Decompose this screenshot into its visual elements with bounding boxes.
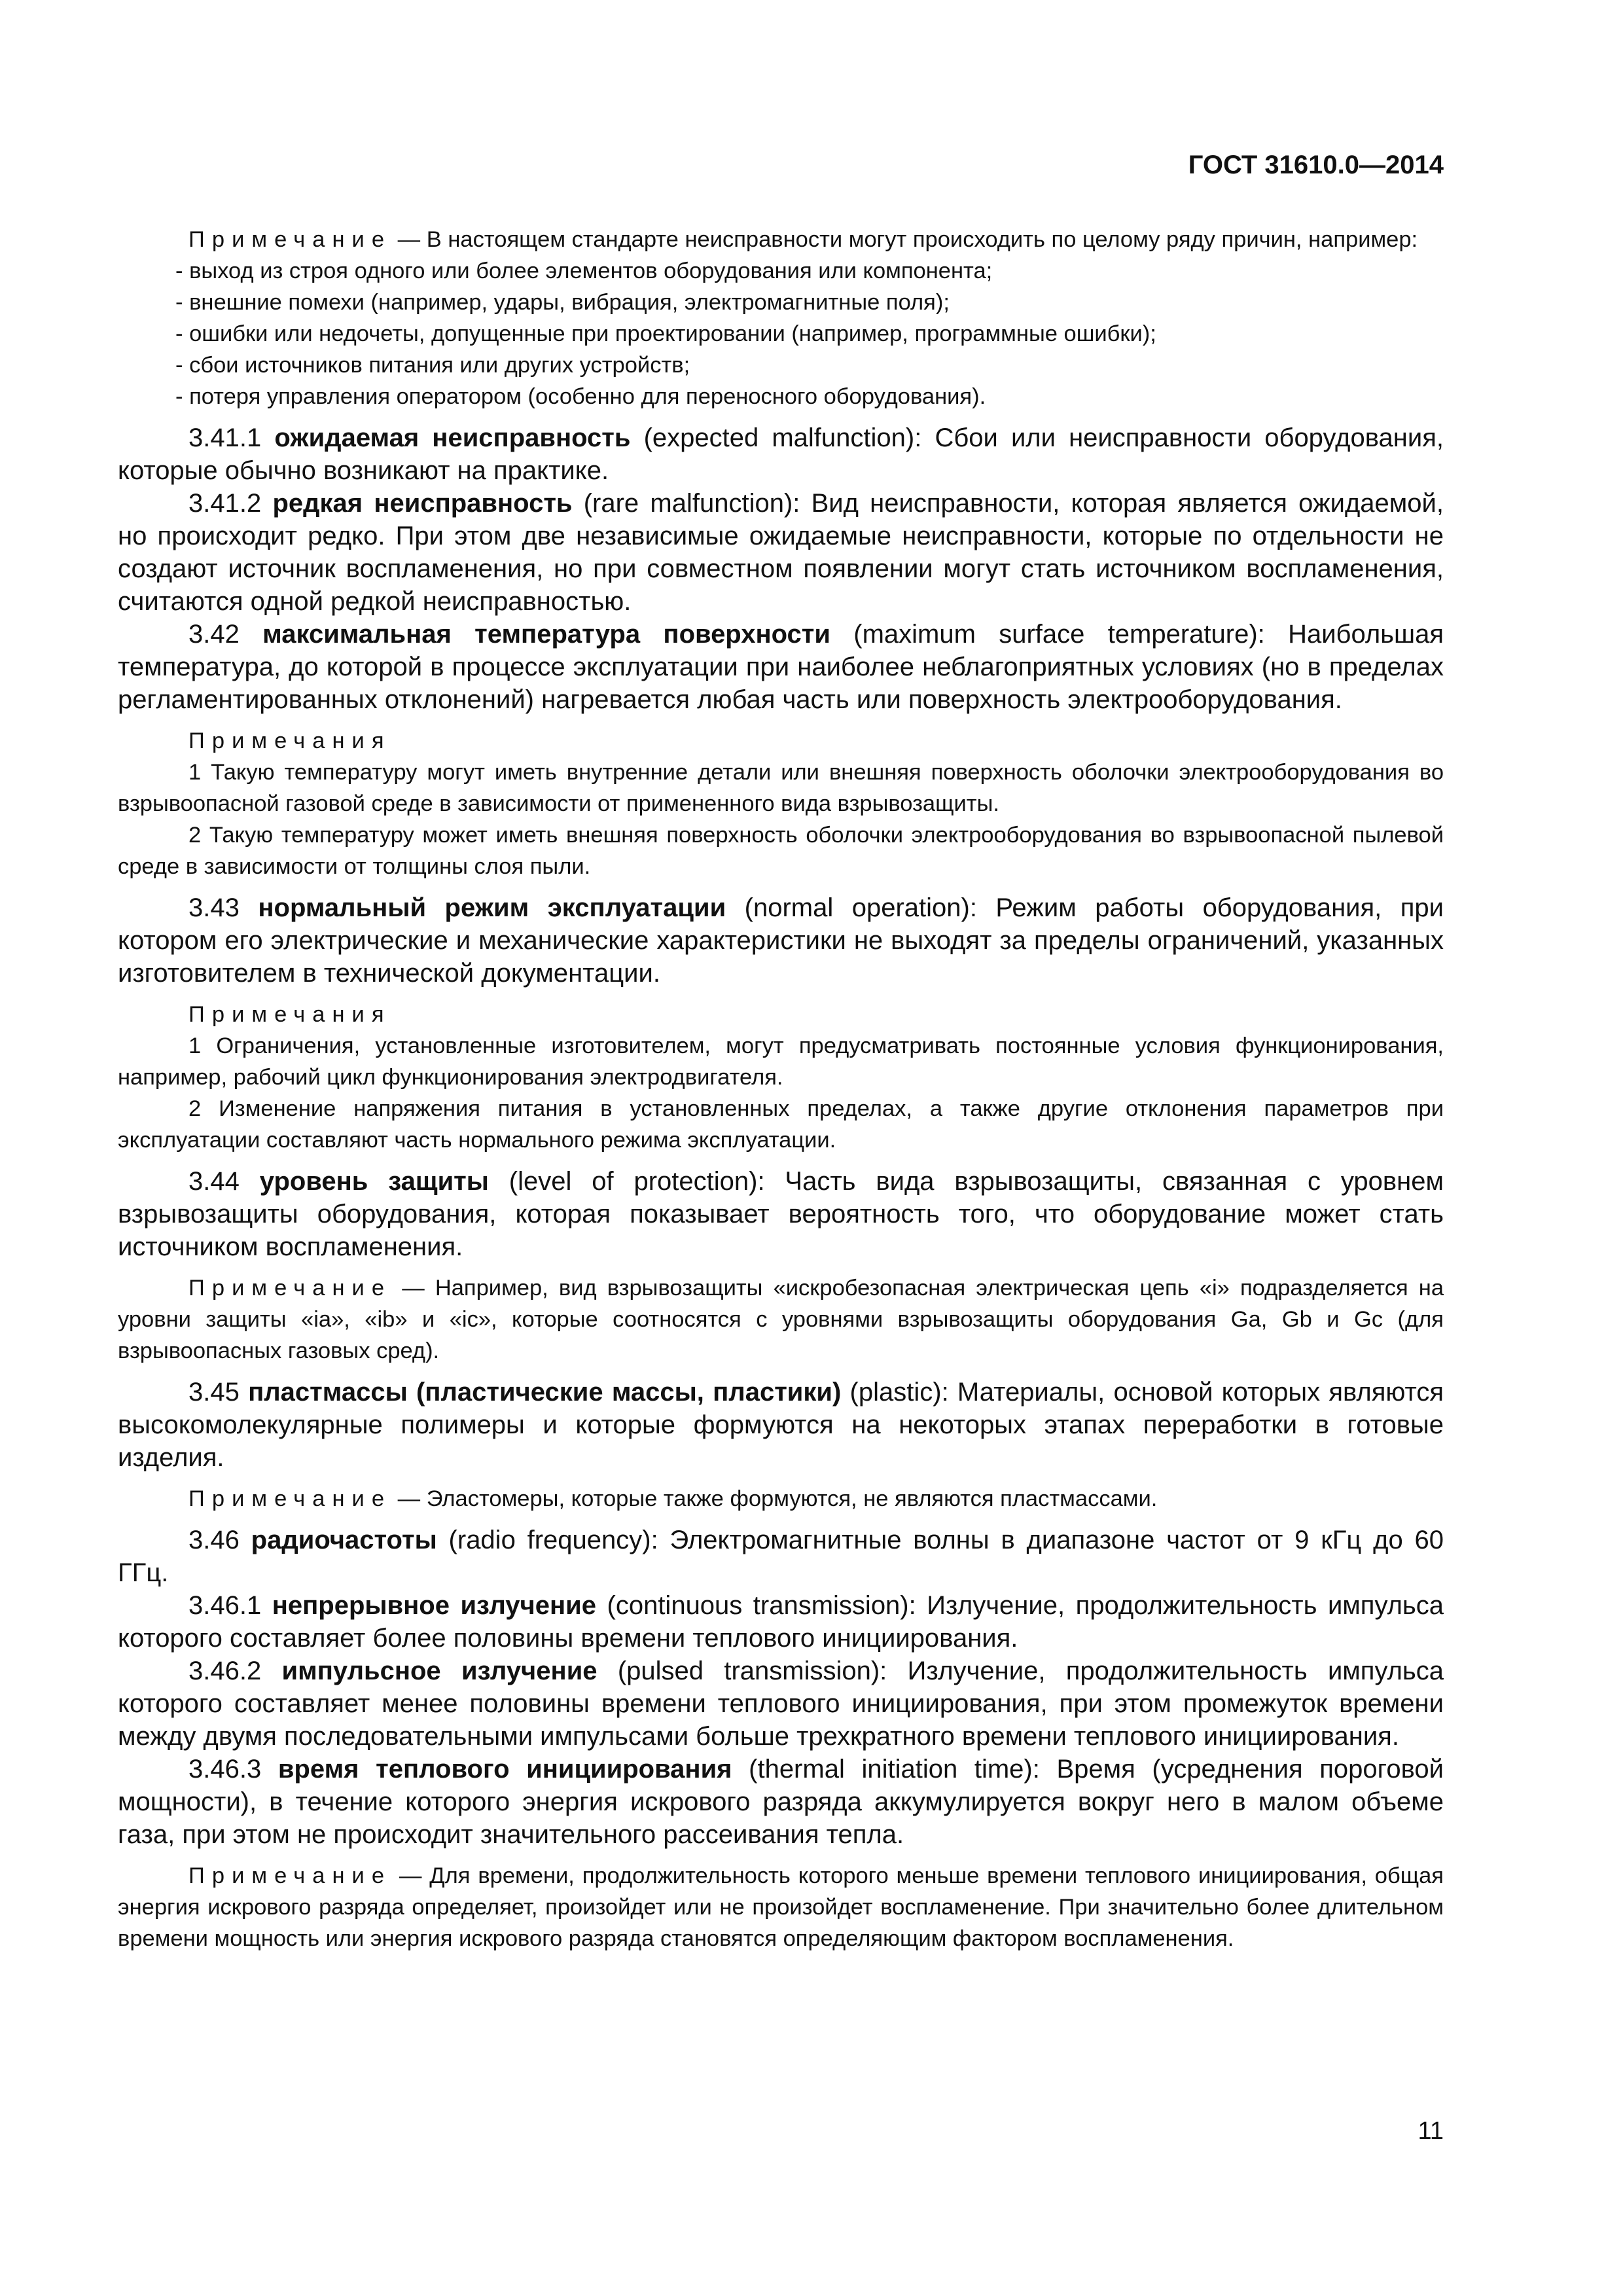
- clause-text: (pulsed transmission): Излучение, продолжительность импульса которого составляет менее половины времени теплового инициирования, при этом промежуток времени между двумя последовательными импульсами больше трехкратного времени теплового инициирования.: [118, 1657, 1444, 1751]
- clause-term: редкая неисправность: [272, 489, 573, 518]
- note-3-44: [118, 1272, 1444, 1367]
- page-number: 11: [1418, 2117, 1444, 2145]
- notes-heading: [118, 725, 1444, 757]
- clause-text: (normal operation): Режим работы оборудования, при котором его электрические и механические характеристики не выходят за пределы ограничений, указанных изготовителем в технической документации.: [118, 893, 1444, 988]
- clause-text: (plastic): Материалы, основой которых являются высокомолекулярные полимеры и которые формуются на некоторых этапах переработки в готовые изделия.: [118, 1378, 1444, 1472]
- clause-term: радиочастоты: [251, 1526, 437, 1554]
- note-paragraph: [118, 1860, 1444, 1954]
- note-item: 1 Такую температуру могут иметь внутренние детали или внешняя поверхность оболочки электрооборудования во взрывоопасной газовой среде в зависимости от примененного вида взрывозащиты.: [118, 760, 1444, 816]
- clause-term: пластмассы (пластические массы, пластики): [248, 1378, 842, 1407]
- clause-3-46-2: [118, 1655, 1444, 1753]
- cause-list: [118, 255, 1444, 412]
- clause-term: нормальный режим эксплуатации: [258, 893, 726, 922]
- clause-number: 3.43: [188, 893, 259, 922]
- clause-3-46: [118, 1524, 1444, 1589]
- note-label: Примечание: [188, 1863, 392, 1888]
- clause-term: непрерывное излучение: [272, 1591, 597, 1620]
- clause-3-44: [118, 1165, 1444, 1263]
- clause-number: 3.46.2: [188, 1657, 282, 1685]
- clause-term: максимальная температура поверхности: [262, 620, 830, 649]
- list-item: - выход из строя одного или более элементов оборудования или компонента;: [175, 259, 993, 283]
- clause-3-41-1: [118, 422, 1444, 487]
- note-text: — Эластомеры, которые также формуются, не являются пластмассами.: [391, 1486, 1158, 1511]
- note-item: 2 Изменение напряжения питания в установленных пределах, а также другие отклонения параметров при эксплуатации составляют часть нормального режима эксплуатации.: [118, 1096, 1444, 1153]
- notes-3-43: [118, 999, 1444, 1156]
- note-3-46-3: [118, 1860, 1444, 1954]
- note-malfunction-causes: [118, 224, 1444, 412]
- note-label: Примечание: [188, 1486, 392, 1511]
- note-item: 1 Ограничения, установленные изготовителем, могут предусматривать постоянные условия функционирования, например, рабочий цикл функционирования электродвигателя.: [118, 1033, 1444, 1090]
- clause-3-46-3: [118, 1753, 1444, 1851]
- clause-number: 3.46.1: [188, 1591, 272, 1620]
- clause-number: 3.46: [188, 1526, 251, 1554]
- note-text: — Для времени, продолжительность которого меньше времени теплового инициирования, общая энергия искрового разряда определяет, произойдет или не произойдет воспламенение. При значительно более длительном времени мощность или энергия искрового разряда становятся определяющим фактором воспламенения.: [118, 1863, 1444, 1951]
- standard-code-header: ГОСТ 31610.0—2014: [1188, 151, 1444, 179]
- clause-term: время теплового инициирования: [277, 1755, 732, 1784]
- clause-term: уровень защиты: [259, 1167, 489, 1196]
- note-item: 2 Такую температуру может иметь внешняя поверхность оболочки электрооборудования во взрывоопасной пылевой среде в зависимости от толщины слоя пыли.: [118, 823, 1444, 879]
- clause-term: ожидаемая неисправность: [274, 423, 631, 452]
- clause-text: (expected malfunction): Сбои или неисправности оборудования, которые обычно возникают на практике.: [118, 423, 1444, 485]
- clause-3-45: [118, 1376, 1444, 1474]
- clause-text: (thermal initiation time): Время (усреднения пороговой мощности), в течение которого энергия искрового разряда аккумулируется вокруг него в малом объеме газа, при этом не происходит значительного рассеивания тепла.: [118, 1755, 1444, 1849]
- clause-number: 3.41.2: [188, 489, 273, 518]
- clause-3-46-1: [118, 1589, 1444, 1655]
- clause-number: 3.44: [188, 1167, 260, 1196]
- clause-number: 3.46.3: [188, 1755, 278, 1784]
- list-item: - ошибки или недочеты, допущенные при проектировании (например, программные ошибки);: [175, 321, 1156, 346]
- clause-number: 3.41.1: [188, 423, 275, 452]
- note-label: Примечания: [188, 1002, 391, 1027]
- note-text: — Например, вид взрывозащиты «искробезопасная электрическая цепь «i» подразделяется на уровни защиты «ia», «ib» и «ic», которые соотносятся с уровнями взрывозащиты оборудования Ga, Gb и Gc (для взрывоопасных газовых сред).: [118, 1276, 1444, 1363]
- note-text: — В настоящем стандарте неисправности могут происходить по целому ряду причин, например:: [391, 227, 1418, 252]
- list-item: - потеря управления оператором (особенно для переносного оборудования).: [175, 384, 986, 409]
- list-item: - внешние помехи (например, удары, вибрация, электромагнитные поля);: [175, 290, 950, 315]
- note-label: Примечание: [188, 1276, 392, 1300]
- note-label: Примечания: [188, 728, 391, 753]
- clause-text: (continuous transmission): Излучение, продолжительность импульса которого составляет более половины времени теплового инициирования.: [118, 1591, 1444, 1653]
- note-paragraph: [118, 1483, 1444, 1515]
- note-paragraph: [118, 1272, 1444, 1367]
- clause-text: (level of protection): Часть вида взрывозащиты, связанная с уровнем взрывозащиты оборудования, которая показывает вероятность того, что оборудование может стать источником воспламенения.: [118, 1167, 1444, 1261]
- clause-3-41-2: [118, 487, 1444, 618]
- clause-text: (radio frequency): Электромагнитные волны в диапазоне частот от 9 кГц до 60 ГГц.: [118, 1526, 1444, 1587]
- clause-term: импульсное излучение: [281, 1657, 597, 1685]
- clause-text: (maximum surface temperature): Наибольшая температура, до которой в процессе эксплуатации при наиболее неблагоприятных условиях (но в пределах регламентированных отклонений) нагревается любая часть или поверхность электрооборудования.: [118, 620, 1444, 714]
- clause-number: 3.42: [188, 620, 263, 649]
- list-item: - сбои источников питания или других устройств;: [175, 353, 690, 378]
- note-label: Примечание: [188, 227, 392, 252]
- note-paragraph: [118, 224, 1444, 255]
- clause-number: 3.45: [188, 1378, 249, 1407]
- notes-heading: [118, 999, 1444, 1030]
- page-content: [118, 224, 1444, 1964]
- clause-3-43: [118, 891, 1444, 990]
- clause-3-42: [118, 618, 1444, 716]
- note-3-45: [118, 1483, 1444, 1515]
- notes-3-42: [118, 725, 1444, 882]
- clause-text: (rare malfunction): Вид неисправности, которая является ожидаемой, но происходит редко. При этом две независимые ожидаемые неисправности, которые по отдельности не создают источник воспламенения, но при совместном появлении могут стать источником воспламенения, считаются одной редкой неисправностью.: [118, 489, 1444, 616]
